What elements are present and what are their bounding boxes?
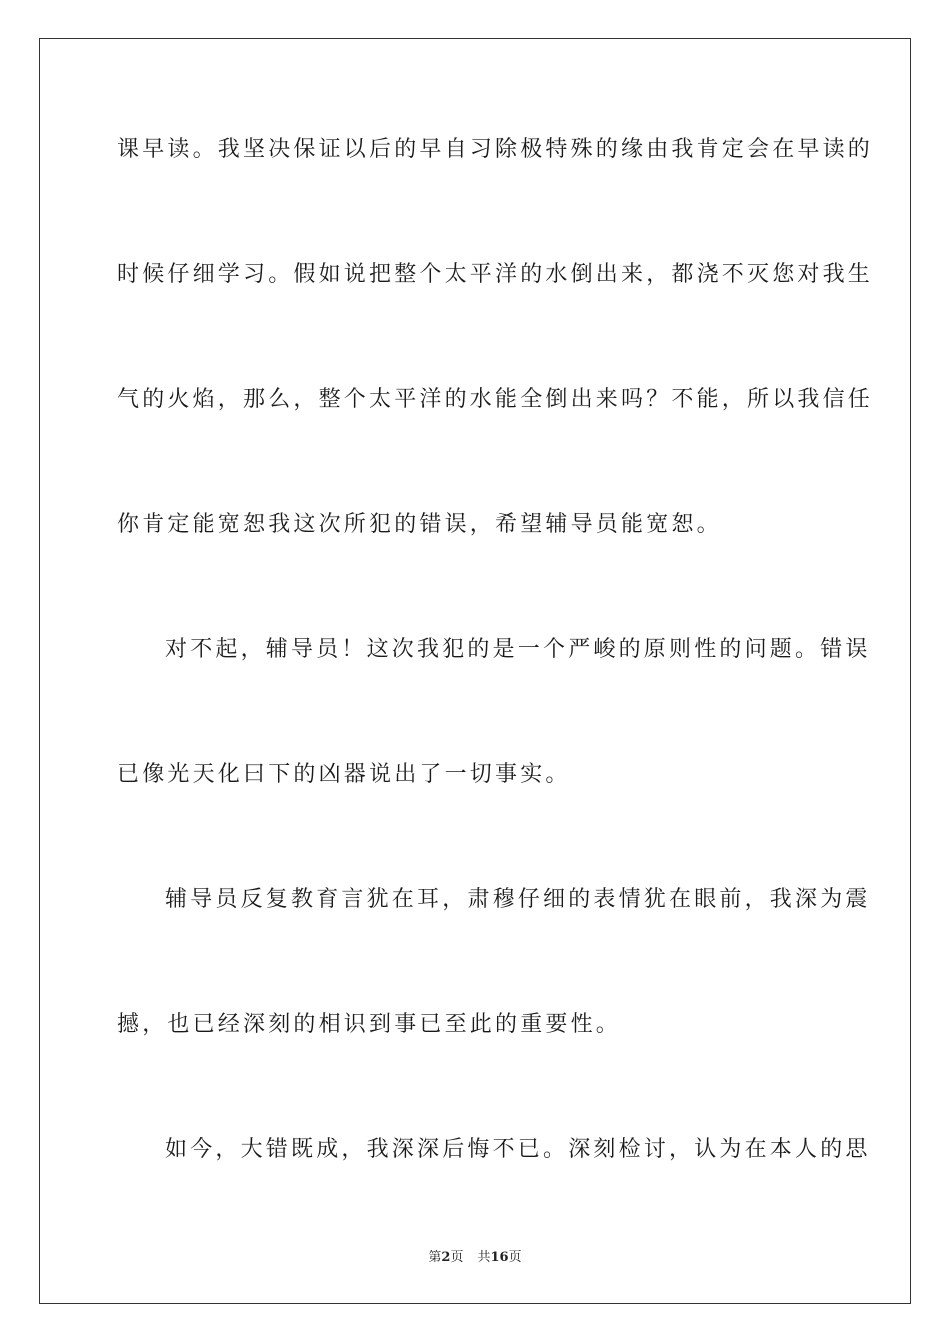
paragraph-start-line: 辅导员反复教育言犹在耳，肃穆仔细的表情犹在眼前，我深为震: [165, 887, 871, 912]
total-pages: 16: [490, 1250, 509, 1265]
paragraph-start-line: 对不起，辅导员！这次我犯的是一个严峻的原则性的问题。错误: [165, 637, 871, 662]
text-line: 已像光天化曰下的凶器说出了一切事实。: [117, 762, 571, 787]
document-body: [117, 124, 874, 1249]
text-line: 课早读。我坚决保证以后的早自习除极特殊的缘由我肯定会在早读的: [117, 137, 874, 162]
page-suffix: 页: [450, 1250, 464, 1265]
total-suffix: 页: [508, 1250, 522, 1265]
page-number: 2: [441, 1250, 451, 1265]
paragraph-start-line: 如今，大错既成，我深深后悔不已。深刻检讨，认为在本人的思: [165, 1137, 871, 1162]
text-line: 撼，也已经深刻的相识到事已至此的重要性。: [117, 1012, 622, 1037]
text-line: 时候仔细学习。假如说把整个太平洋的水倒出来，都浇不灭您对我生: [117, 262, 874, 287]
text-line: 你肯定能宽恕我这次所犯的错误，希望辅导员能宽恕。: [117, 512, 722, 537]
page-footer: [0, 1246, 950, 1265]
text-line: 气的火焰，那么，整个太平洋的水能全倒出来吗？不能，所以我信任: [117, 387, 874, 412]
page-prefix: 第: [428, 1250, 442, 1265]
total-prefix: 共: [477, 1250, 491, 1265]
